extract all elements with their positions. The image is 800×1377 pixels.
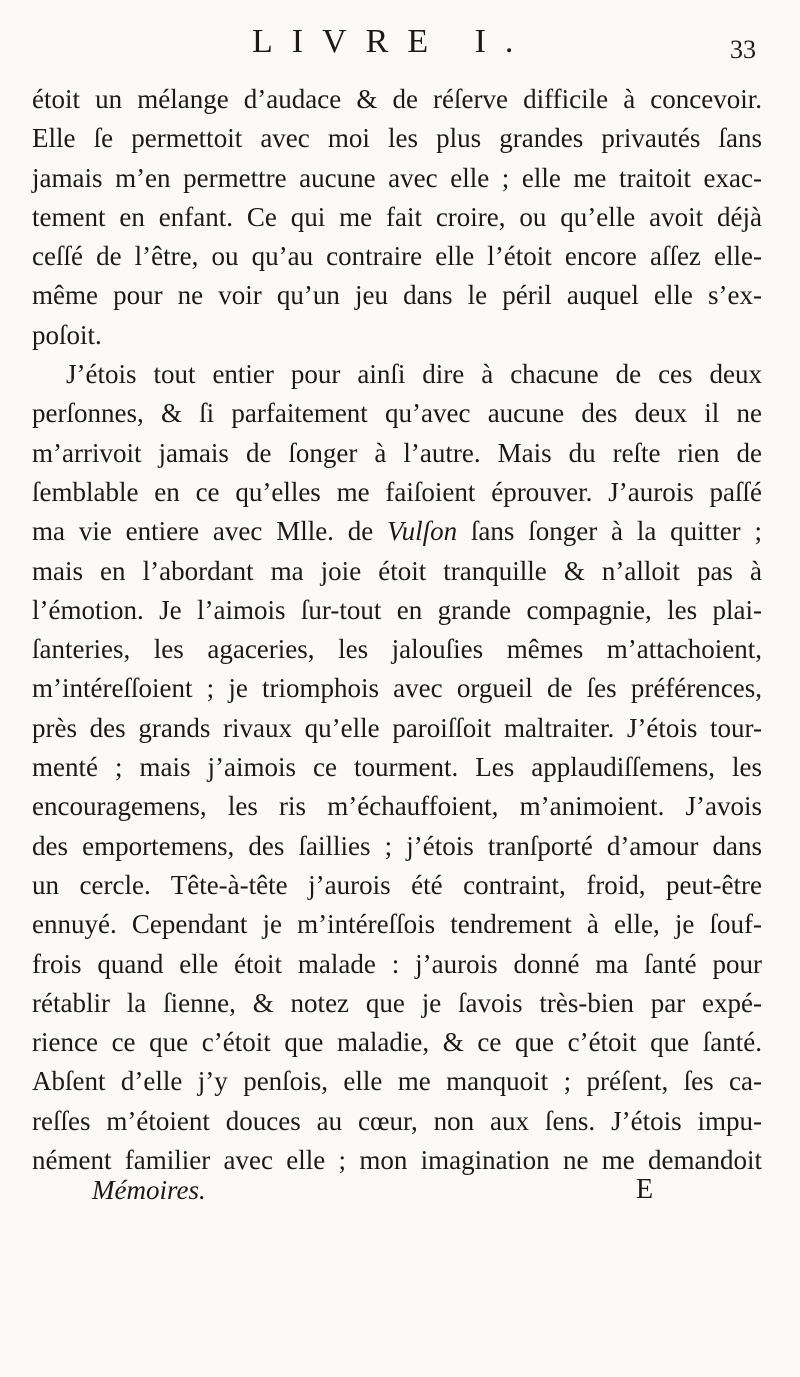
text-line: des emportemens, des ſaillies ; j’étois tranſporté d’amour dans <box>32 830 762 861</box>
text-line: mais en l’abordant ma joie étoit tranquille & n’alloit pas à <box>32 555 762 586</box>
text-line: rience ce que c’étoit que maladie, & ce que c’étoit que ſanté. <box>32 1027 762 1058</box>
paragraph-2 <box>32 355 762 1377</box>
text-line <box>32 1338 762 1377</box>
text-line: ceſſé de l’être, ou qu’au contraire elle l’étoit encore aſſez elle- <box>32 241 762 272</box>
text-line: Elle ſe permettoit avec moi les plus grandes privautés ſans <box>32 123 762 154</box>
text-line: m’arrivoit jamais de ſonger à l’autre. Mais du reſte rien de <box>32 437 762 468</box>
text-line: reſſes m’étoient douces au cœur, non aux ſens. J’étois impu- <box>32 1105 762 1136</box>
text-line: J’étois tout entier pour ainſi dire à chacune de ces deux <box>66 359 762 390</box>
text-line: même pour ne voir qu’un jeu dans le péril auquel elle s’ex- <box>32 280 762 311</box>
text-line: ma vie entiere avec Mlle. de Vulſon ſans ſonger à la quitter ; <box>32 516 762 547</box>
text-line: menté ; mais j’aimois ce tourment. Les applaudiſſemens, les <box>32 752 762 783</box>
signature-mark: E <box>636 1174 654 1205</box>
text-line: poſoit. <box>32 319 102 350</box>
text-line: m’intéreſſoient ; je triomphois avec orgueil de ſes préférences, <box>32 673 762 704</box>
text-line: près des grands rivaux qu’elle paroiſſoit maltraiter. J’étois tour- <box>32 712 762 743</box>
running-head <box>0 22 800 62</box>
page-footer <box>0 1170 800 1210</box>
text-line: ſanteries, les agaceries, les jalouſies mêmes m’attachoient, <box>32 634 762 665</box>
text-line: étoit un mélange d’audace & de réſerve difficile à concevoir. <box>32 84 762 114</box>
text-line <box>32 1220 762 1259</box>
text-line: ennuyé. Cependant je m’intéreſſois tendrement à elle, je ſouf- <box>32 909 762 940</box>
text-line: nément familier avec elle ; mon imagination ne me demandoit <box>32 1145 762 1176</box>
text-line: l’émotion. Je l’aimois ſur-tout en grande compagnie, les plai- <box>32 594 762 625</box>
paragraph-1 <box>32 80 762 355</box>
text-line: Abſent d’elle j’y penſois, elle me manquoit ; préſent, ſes ca- <box>32 1066 762 1097</box>
text-line: tement en enfant. Ce qui me fait croire, ou qu’elle avoit déjà <box>32 201 762 232</box>
text-line <box>32 1298 762 1337</box>
text-line: encouragemens, les ris m’échauffoient, m’animoient. J’avois <box>32 791 762 822</box>
catchword: Mémoires. <box>92 1175 206 1205</box>
text-line: perſonnes, & ſi parfaitement qu’avec aucune des deux il ne <box>32 398 762 429</box>
running-title: LIVRE I. <box>252 23 533 60</box>
page-number: 33 <box>730 35 756 64</box>
text-line: ſemblable en ce qu’elles me faiſoient éprouver. J’aurois paſſé <box>32 476 762 507</box>
text-line <box>32 1259 762 1298</box>
text-line: frois quand elle étoit malade : j’aurois donné ma ſanté pour <box>32 948 762 979</box>
text-line: rétablir la ſienne, & notez que je ſavois très-bien par expé- <box>32 987 762 1018</box>
text-line: un cercle. Tête-à-tête j’aurois été contraint, froid, peut-être <box>32 869 762 900</box>
text-line: jamais m’en permettre aucune avec elle ; elle me traitoit exac- <box>32 162 762 193</box>
